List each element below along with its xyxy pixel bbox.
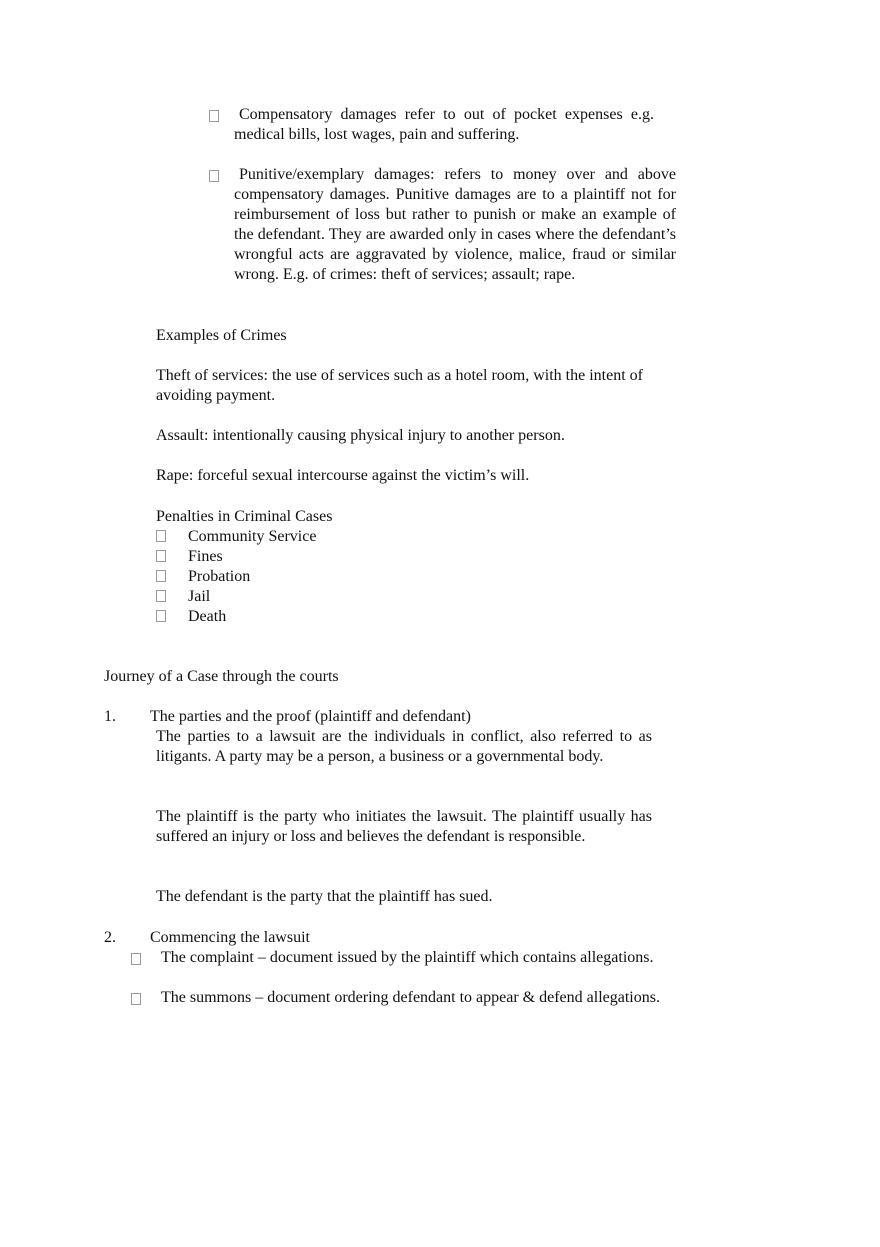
complaint-bullet-text: The complaint – document issued by the plaintiff which contains allegations. [161,949,654,966]
plaintiff-paragraph: The plaintiff is the party who initiates the lawsuit. The plaintiff usually has suffered an injury or loss and believes the defendant is responsible. [156,808,652,845]
bullet-box-icon [156,550,166,562]
penalty-item [156,567,250,587]
bullet-box-icon [156,570,166,582]
bullet-box-icon [131,953,141,965]
punitive-damages-text: Punitive/exemplary damages: refers to money over and above compensatory damages. Punitive damages are to a plaintiff not for reimbursement of loss but rather to punish or make an example of the defendant. They are awarded only in cases where the defendant’s wrongful acts are aggravated by violence, malice, fraud or similar wrong. E.g. of crimes: theft of services; assault; rape. [234,166,676,283]
penalty-item [156,587,210,607]
section-number: 2. [104,929,116,946]
bullet-box-icon [156,610,166,622]
bullet-box-icon [209,110,219,122]
section-number: 1. [104,708,116,725]
penalty-label: Community Service [188,528,317,545]
penalty-item [156,547,223,567]
summons-bullet-text: The summons – document ordering defendant to appear & defend allegations. [161,989,660,1006]
section-title: The parties and the proof (plaintiff and defendant) [150,708,471,725]
bullet-box-icon [209,170,219,182]
penalty-item [156,527,316,547]
penalty-item [156,607,226,627]
penalty-label: Death [188,608,227,625]
section-title: Commencing the lawsuit [150,929,310,946]
bullet-box-icon [156,590,166,602]
compensatory-damages-text: Compensatory damages refer to out of pocket expenses e.g. medical bills, lost wages, pain and suffering. [234,106,654,143]
crimes-heading: Examples of Crimes [156,327,287,344]
penalty-label: Probation [188,568,251,585]
parties-paragraph: The parties to a lawsuit are the individuals in conflict, also referred to as litigants. A party may be a person, a business or a governmental body. [156,728,652,765]
penalty-label: Jail [188,588,211,605]
crime-rape-text: Rape: forceful sexual intercourse against the victim’s will. [156,467,530,484]
defendant-paragraph: The defendant is the party that the plaintiff has sued. [156,888,493,905]
bullet-box-icon [131,993,141,1005]
crime-theft-text: Theft of services: the use of services such as a hotel room, with the intent of avoiding payment. [156,367,643,404]
journey-heading: Journey of a Case through the courts [104,668,339,685]
penalty-label: Fines [188,548,223,565]
crime-assault-text: Assault: intentionally causing physical injury to another person. [156,427,565,444]
penalties-heading: Penalties in Criminal Cases [156,508,333,525]
bullet-box-icon [156,530,166,542]
